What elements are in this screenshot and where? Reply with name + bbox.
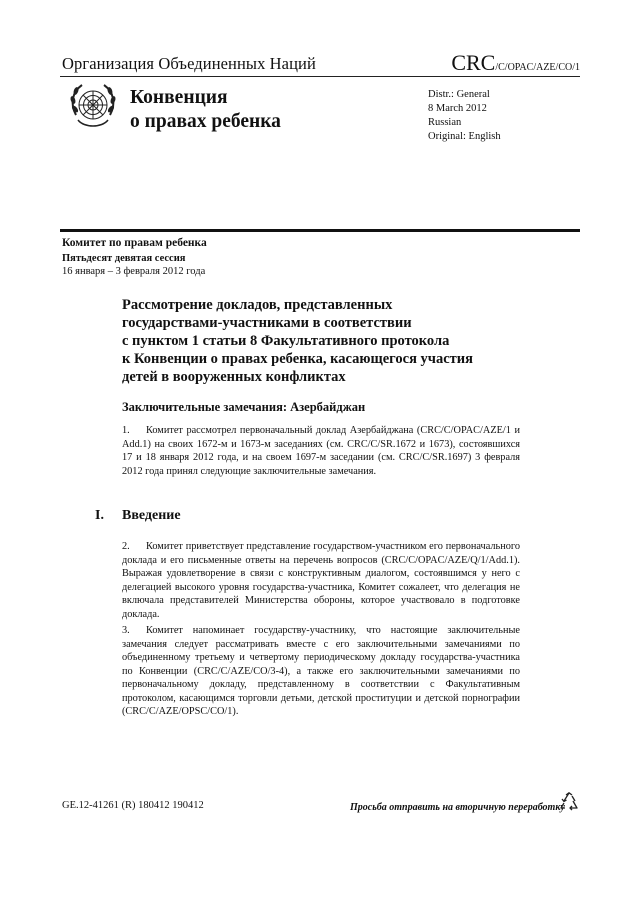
paragraph-text: Комитет рассмотрел первоначальный доклад Азербайджана (CRC/C/OPAC/AZE/1 и Add.1) на своих 1672-м и 1673-м заседаниях (см. CRC/C/SR.1672 и 1673), состоявшихся 17 и 18 января 2012 года, и на своем 1697-м заседании (см. CRC/C/SR.1697) 3 февраля 2012 года принял следующие заключительные замечания.: [122, 425, 520, 477]
job-number: GE.12-41261 (R) 180412 190412: [62, 800, 204, 811]
recycle-note: Просьба отправить на вторичную переработку: [350, 802, 565, 813]
convention-title: [130, 86, 281, 134]
paragraph-text: Комитет приветствует представление государством-участником его первоначального доклада и его письменные ответы на перечень вопросов (CRC/C/OPAC/AZE/Q/1/Add.1). Выражая удовлетворение в связи с конструктивным диалогом, состоявшимся у него с делегацией высокого уровня государства-участника, Комитет сожалеет, что делегация не включала представителей Министерства обороны, которое участвовало в подготовке доклада.: [122, 541, 520, 620]
paragraph-3: [122, 624, 520, 719]
paragraph-number: 3.: [122, 625, 130, 636]
issue-date: 8 March 2012: [428, 103, 487, 114]
paragraph-number: 2.: [122, 541, 130, 552]
document-subtitle: Заключительные замечания: Азербайджан: [122, 400, 366, 414]
paragraph-1: [122, 424, 520, 478]
header-divider: [60, 76, 580, 77]
original-language: Original: English: [428, 131, 501, 142]
title-line: Рассмотрение докладов, представленных: [122, 297, 393, 313]
convention-title-line2: о правах ребенка: [130, 111, 281, 132]
paragraph-2: [122, 540, 520, 621]
paragraph-number: 1.: [122, 425, 130, 436]
document-title: [122, 296, 562, 386]
un-emblem-icon: [66, 80, 120, 134]
session-name: Пятьдесят девятая сессия: [62, 253, 186, 264]
recycle-icon: [558, 792, 580, 812]
organization-name: Организация Объединенных Наций: [62, 54, 316, 73]
section-title: Введение: [122, 508, 181, 523]
session-dates: 16 января – 3 февраля 2012 года: [62, 266, 206, 277]
committee-name: Комитет по правам ребенка: [62, 237, 207, 249]
masthead-divider: [60, 229, 580, 232]
title-line: государствами-участниками в соответствии: [122, 315, 412, 331]
title-line: к Конвенции о правах ребенка, касающегося участия: [122, 351, 473, 367]
distribution-block: [428, 88, 501, 144]
symbol-suffix: /C/OPAC/AZE/CO/1: [495, 62, 580, 73]
distribution: Distr.: General: [428, 89, 490, 100]
paragraph-text: Комитет напоминает государству-участнику, что настоящие заключительные замечания следует рассматривать вместе с его заключительными замечаниями по объединенному третьему и четвертому периодическому докладу государства-участника по Конвенции (CRC/C/AZE/CO/3-4), а также его заключительными замечаниями по первоначальному докладу, представленному в соответствии с Факультативным протоколом, касающимся торговли детьми, детской проституции и детской порнографии (CRC/C/AZE/OPSC/CO/1).: [122, 625, 520, 717]
title-line: детей в вооруженных конфликтах: [122, 369, 346, 385]
document-symbol: [451, 50, 580, 76]
convention-title-line1: Конвенция: [130, 87, 228, 108]
symbol-main: CRC: [451, 50, 496, 75]
section-number: I.: [95, 508, 104, 523]
title-line: с пунктом 1 статьи 8 Факультативного протокола: [122, 333, 450, 349]
document-language: Russian: [428, 117, 462, 128]
